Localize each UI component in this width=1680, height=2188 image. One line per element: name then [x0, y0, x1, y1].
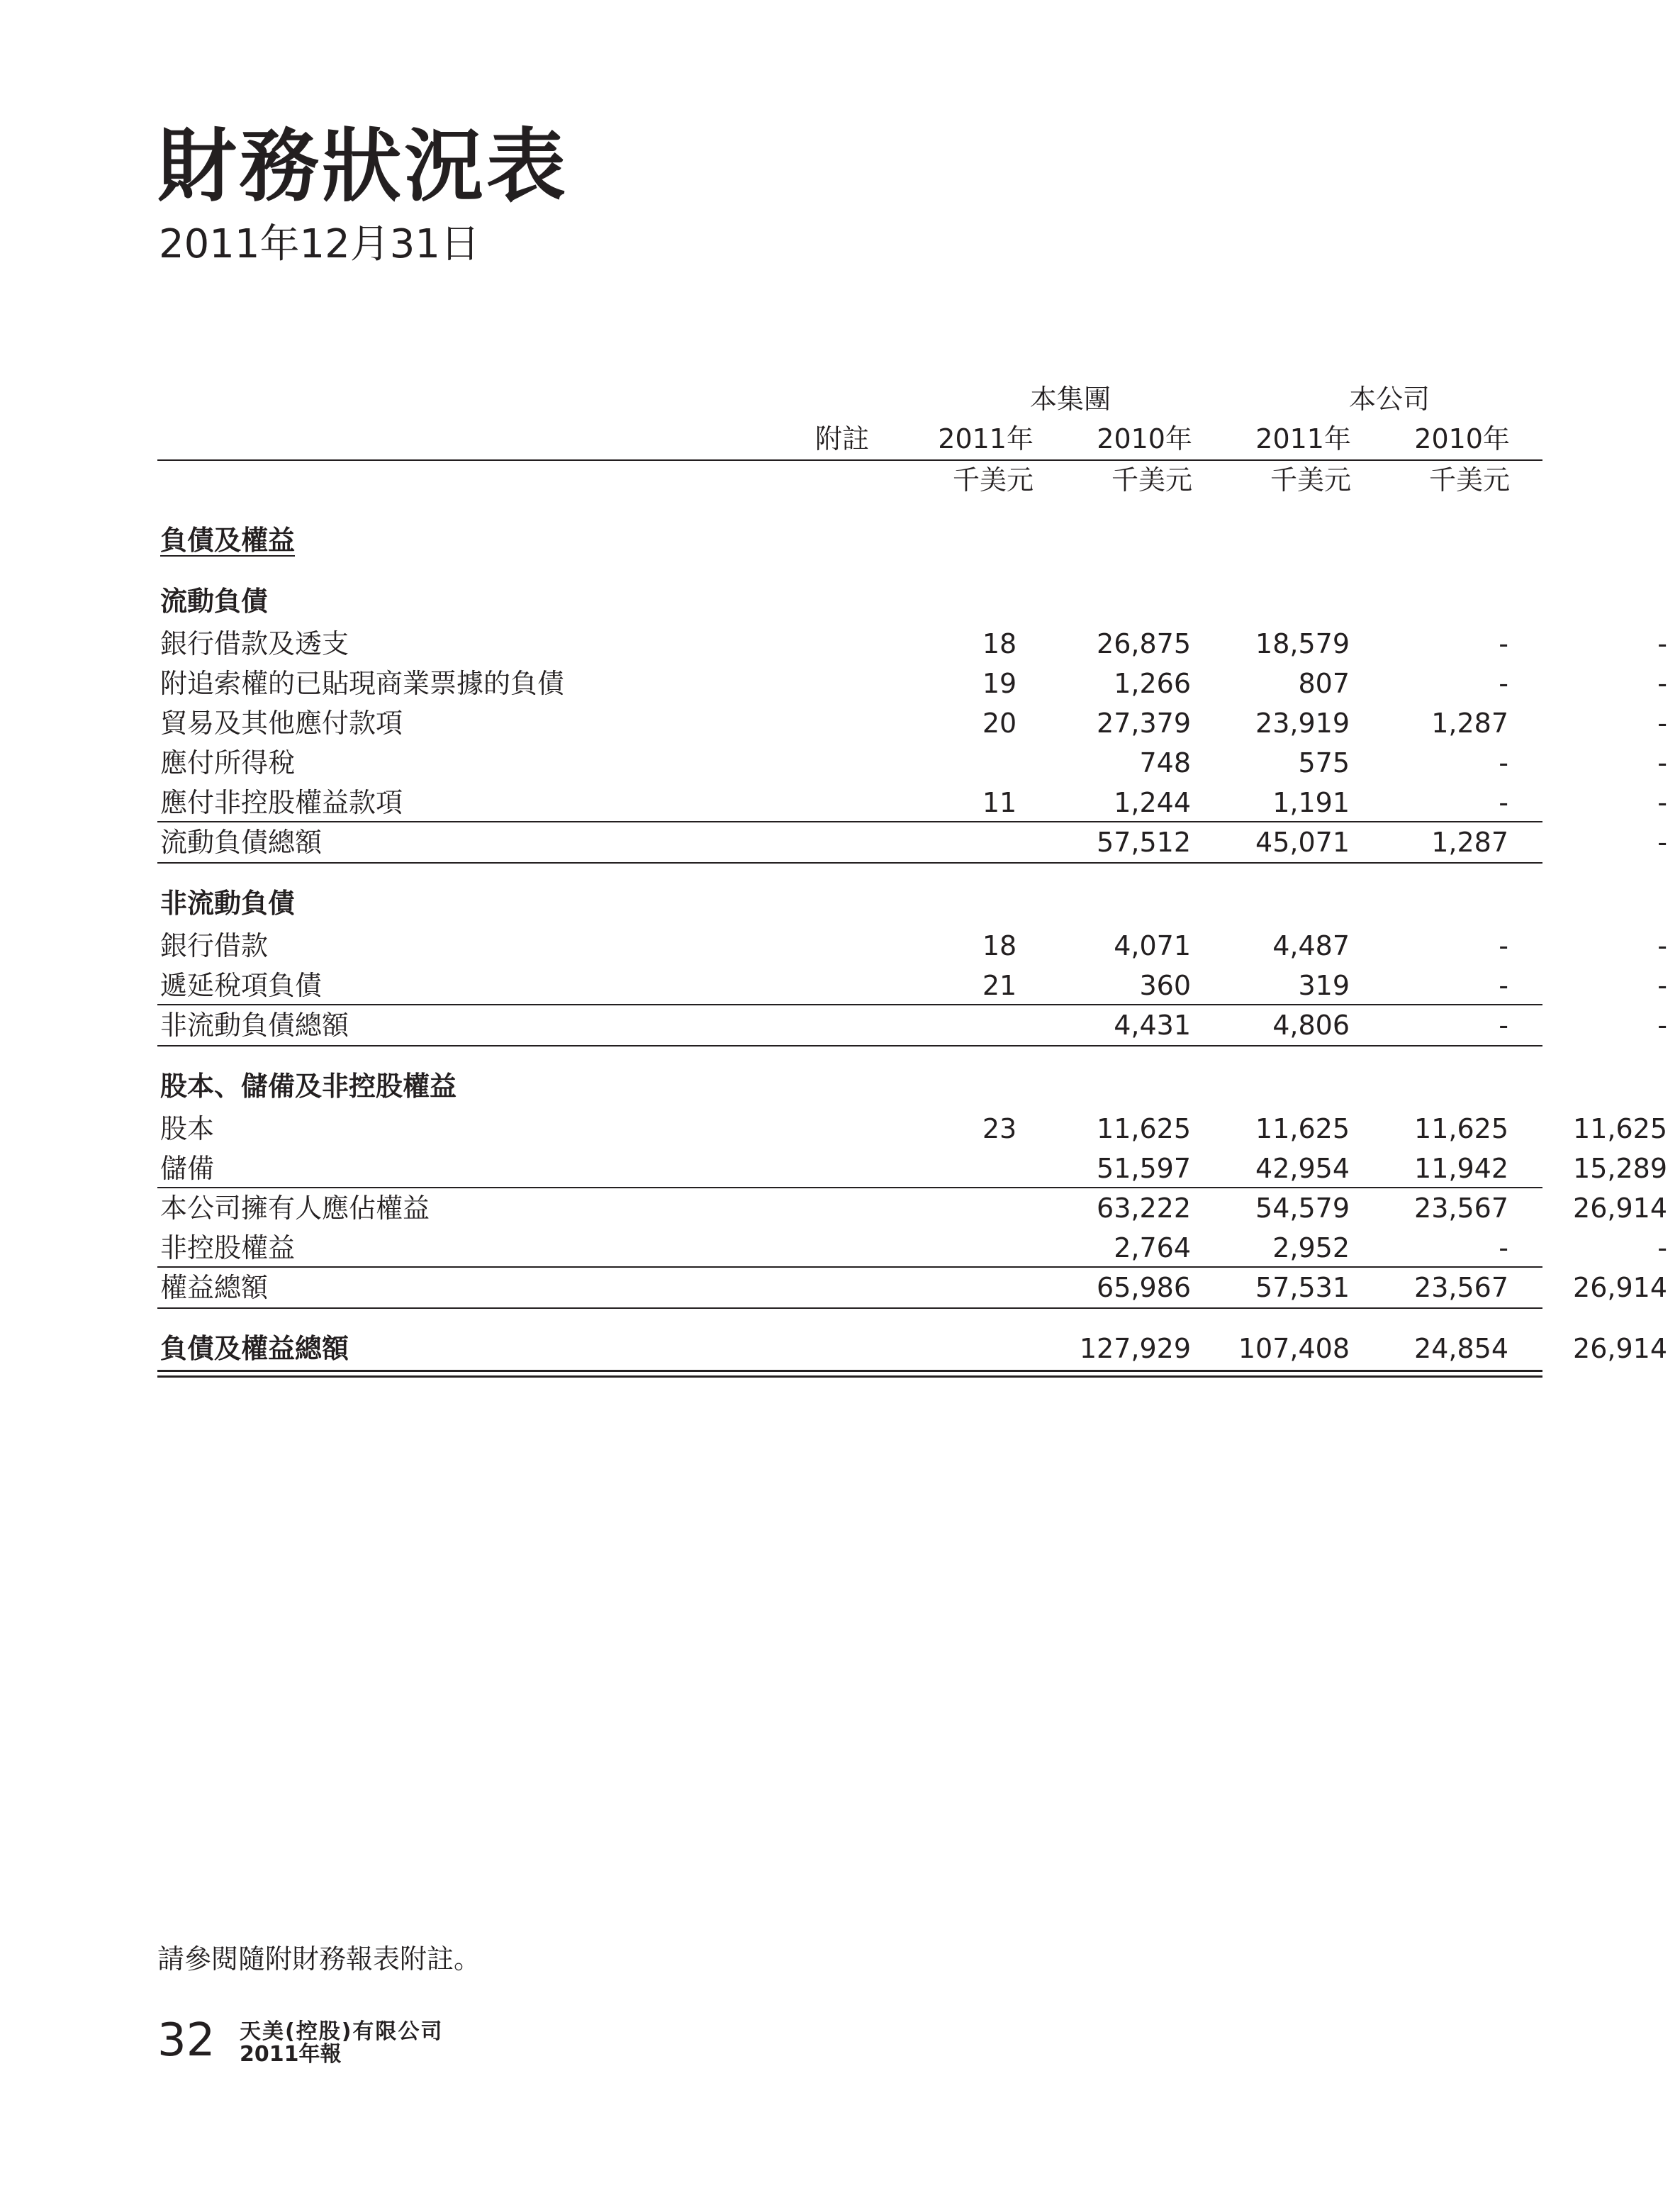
- unit-header: 千美元: [952, 464, 1034, 496]
- value-cell: 57,531: [1255, 1272, 1350, 1303]
- note-ref: 18: [982, 930, 1017, 961]
- value-cell: 748: [1139, 747, 1191, 778]
- value-cell: 1,266: [1114, 668, 1191, 699]
- row-label: 負債及權益: [160, 525, 296, 556]
- total-row: [157, 822, 1667, 862]
- value-cell: -: [1499, 1010, 1508, 1041]
- value-cell: 65,986: [1097, 1272, 1191, 1303]
- value-cell: -: [1657, 827, 1667, 858]
- value-cell: 4,806: [1272, 1010, 1350, 1041]
- value-cell: 807: [1298, 668, 1350, 699]
- value-cell: -: [1657, 708, 1667, 739]
- table-row: [157, 783, 1667, 822]
- rule-line: [157, 862, 1542, 864]
- value-cell: 18,579: [1255, 628, 1350, 659]
- rule-line: [157, 1307, 1542, 1309]
- value-cell: 26,914: [1573, 1333, 1667, 1364]
- year-header-company-2011: 2011年: [1255, 423, 1351, 454]
- note-header: 附註: [814, 423, 869, 454]
- note-ref: 18: [982, 628, 1017, 659]
- row-label: 銀行借款及透支: [160, 628, 349, 659]
- subsection-heading: [157, 883, 1542, 923]
- double-rule-line: [157, 1370, 1542, 1372]
- value-cell: 45,071: [1255, 827, 1350, 858]
- table-row: [157, 664, 1667, 703]
- value-cell: 23,567: [1414, 1272, 1508, 1303]
- value-cell: 23,919: [1255, 708, 1350, 739]
- total-row: [157, 1329, 1667, 1368]
- row-label: 流動負債總額: [160, 827, 323, 858]
- header-divider: [157, 459, 1542, 461]
- value-cell: -: [1499, 747, 1508, 778]
- page-subtitle: 2011年12月31日: [159, 221, 481, 267]
- table-row: [157, 624, 1667, 664]
- row-label: 附追索權的已貼現商業票據的負債: [160, 668, 565, 699]
- total-row: [157, 1268, 1667, 1307]
- value-cell: 42,954: [1255, 1153, 1350, 1184]
- unit-header: 千美元: [1111, 464, 1192, 496]
- year-header-group-2010: 2010年: [1097, 423, 1192, 454]
- subsection-heading: [157, 581, 1542, 621]
- value-cell: 51,597: [1097, 1153, 1191, 1184]
- unit-header: 千美元: [1270, 464, 1351, 496]
- table-row: [157, 966, 1667, 1005]
- row-label: 應付非控股權益款項: [160, 787, 403, 818]
- unit-header: 千美元: [1428, 464, 1510, 496]
- value-cell: -: [1657, 668, 1667, 699]
- value-cell: 1,244: [1114, 787, 1191, 818]
- value-cell: 26,914: [1573, 1193, 1667, 1224]
- value-cell: 2,952: [1272, 1232, 1350, 1263]
- note-ref: 19: [982, 668, 1017, 699]
- value-cell: 15,289: [1573, 1153, 1667, 1184]
- value-cell: -: [1499, 970, 1508, 1001]
- value-cell: 2,764: [1114, 1232, 1191, 1263]
- annual-report-label: 2011年報: [240, 2042, 342, 2067]
- rule-line: [157, 821, 1542, 822]
- double-rule-line: [157, 1375, 1542, 1378]
- row-label: 非流動負債: [160, 888, 296, 919]
- footnote: 請參閱隨附財務報表附註。: [157, 1943, 481, 1975]
- table-row: [157, 1228, 1667, 1268]
- value-cell: 57,512: [1097, 827, 1191, 858]
- row-label: 權益總額: [160, 1272, 269, 1303]
- total-row: [157, 1188, 1667, 1228]
- value-cell: -: [1657, 787, 1667, 818]
- row-label: 本公司擁有人應佔權益: [160, 1193, 430, 1224]
- value-cell: 1,287: [1431, 827, 1508, 858]
- value-cell: 107,408: [1238, 1333, 1350, 1364]
- value-cell: -: [1657, 628, 1667, 659]
- rule-line: [157, 1004, 1542, 1005]
- row-label: 銀行借款: [160, 930, 269, 961]
- row-label: 股本: [160, 1113, 215, 1144]
- value-cell: 63,222: [1097, 1193, 1191, 1224]
- note-ref: 20: [982, 708, 1017, 739]
- table-row: [157, 1109, 1667, 1149]
- value-cell: 11,625: [1414, 1113, 1508, 1144]
- value-cell: -: [1499, 668, 1508, 699]
- rule-line: [157, 1045, 1542, 1046]
- value-cell: -: [1657, 930, 1667, 961]
- value-cell: 11,625: [1255, 1113, 1350, 1144]
- rule-line: [157, 1187, 1542, 1188]
- subsection-heading: [157, 1066, 1542, 1106]
- value-cell: -: [1499, 1232, 1508, 1263]
- table-row: [157, 926, 1667, 966]
- table-row: [157, 743, 1667, 783]
- company-header: 本公司: [1348, 384, 1430, 415]
- row-label: 貿易及其他應付款項: [160, 708, 403, 739]
- value-cell: 11,942: [1414, 1153, 1508, 1184]
- value-cell: 11,625: [1097, 1113, 1191, 1144]
- value-cell: 319: [1298, 970, 1350, 1001]
- company-name: 天美(控股)有限公司: [240, 2019, 444, 2044]
- value-cell: -: [1499, 787, 1508, 818]
- value-cell: -: [1499, 930, 1508, 961]
- note-ref: 23: [982, 1113, 1017, 1144]
- value-cell: 26,875: [1097, 628, 1191, 659]
- row-label: 非流動負債總額: [160, 1010, 349, 1041]
- value-cell: 11,625: [1573, 1113, 1667, 1144]
- value-cell: -: [1657, 1232, 1667, 1263]
- value-cell: 575: [1298, 747, 1350, 778]
- page-number: 32: [157, 2014, 215, 2067]
- value-cell: -: [1657, 1010, 1667, 1041]
- value-cell: 54,579: [1255, 1193, 1350, 1224]
- year-header-company-2010: 2010年: [1414, 423, 1510, 454]
- value-cell: 4,071: [1114, 930, 1191, 961]
- row-label: 股本、儲備及非控股權益: [160, 1071, 457, 1102]
- note-ref: 21: [982, 970, 1017, 1001]
- row-label: 遞延稅項負債: [160, 970, 323, 1001]
- table-row: [157, 703, 1667, 743]
- value-cell: 26,914: [1573, 1272, 1667, 1303]
- rule-line: [157, 1266, 1542, 1268]
- value-cell: -: [1499, 628, 1508, 659]
- value-cell: 4,431: [1114, 1010, 1191, 1041]
- table-row: [157, 1149, 1667, 1188]
- value-cell: 127,929: [1079, 1333, 1191, 1364]
- row-label: 負債及權益總額: [160, 1333, 349, 1364]
- note-ref: 11: [982, 787, 1017, 818]
- value-cell: 1,287: [1431, 708, 1508, 739]
- value-cell: 23,567: [1414, 1193, 1508, 1224]
- value-cell: 4,487: [1272, 930, 1350, 961]
- row-label: 非控股權益: [160, 1232, 296, 1263]
- value-cell: -: [1657, 970, 1667, 1001]
- value-cell: -: [1657, 747, 1667, 778]
- year-header-group-2011: 2011年: [938, 423, 1034, 454]
- group-header: 本集團: [1029, 384, 1111, 415]
- value-cell: 24,854: [1414, 1333, 1508, 1364]
- row-label: 應付所得稅: [160, 747, 296, 778]
- section-heading: [157, 520, 1542, 560]
- page-title: 財務狀況表: [157, 121, 569, 213]
- value-cell: 1,191: [1272, 787, 1350, 818]
- value-cell: 360: [1139, 970, 1191, 1001]
- row-label: 儲備: [160, 1153, 215, 1184]
- value-cell: 27,379: [1097, 708, 1191, 739]
- row-label: 流動負債: [160, 586, 269, 617]
- total-row: [157, 1005, 1667, 1045]
